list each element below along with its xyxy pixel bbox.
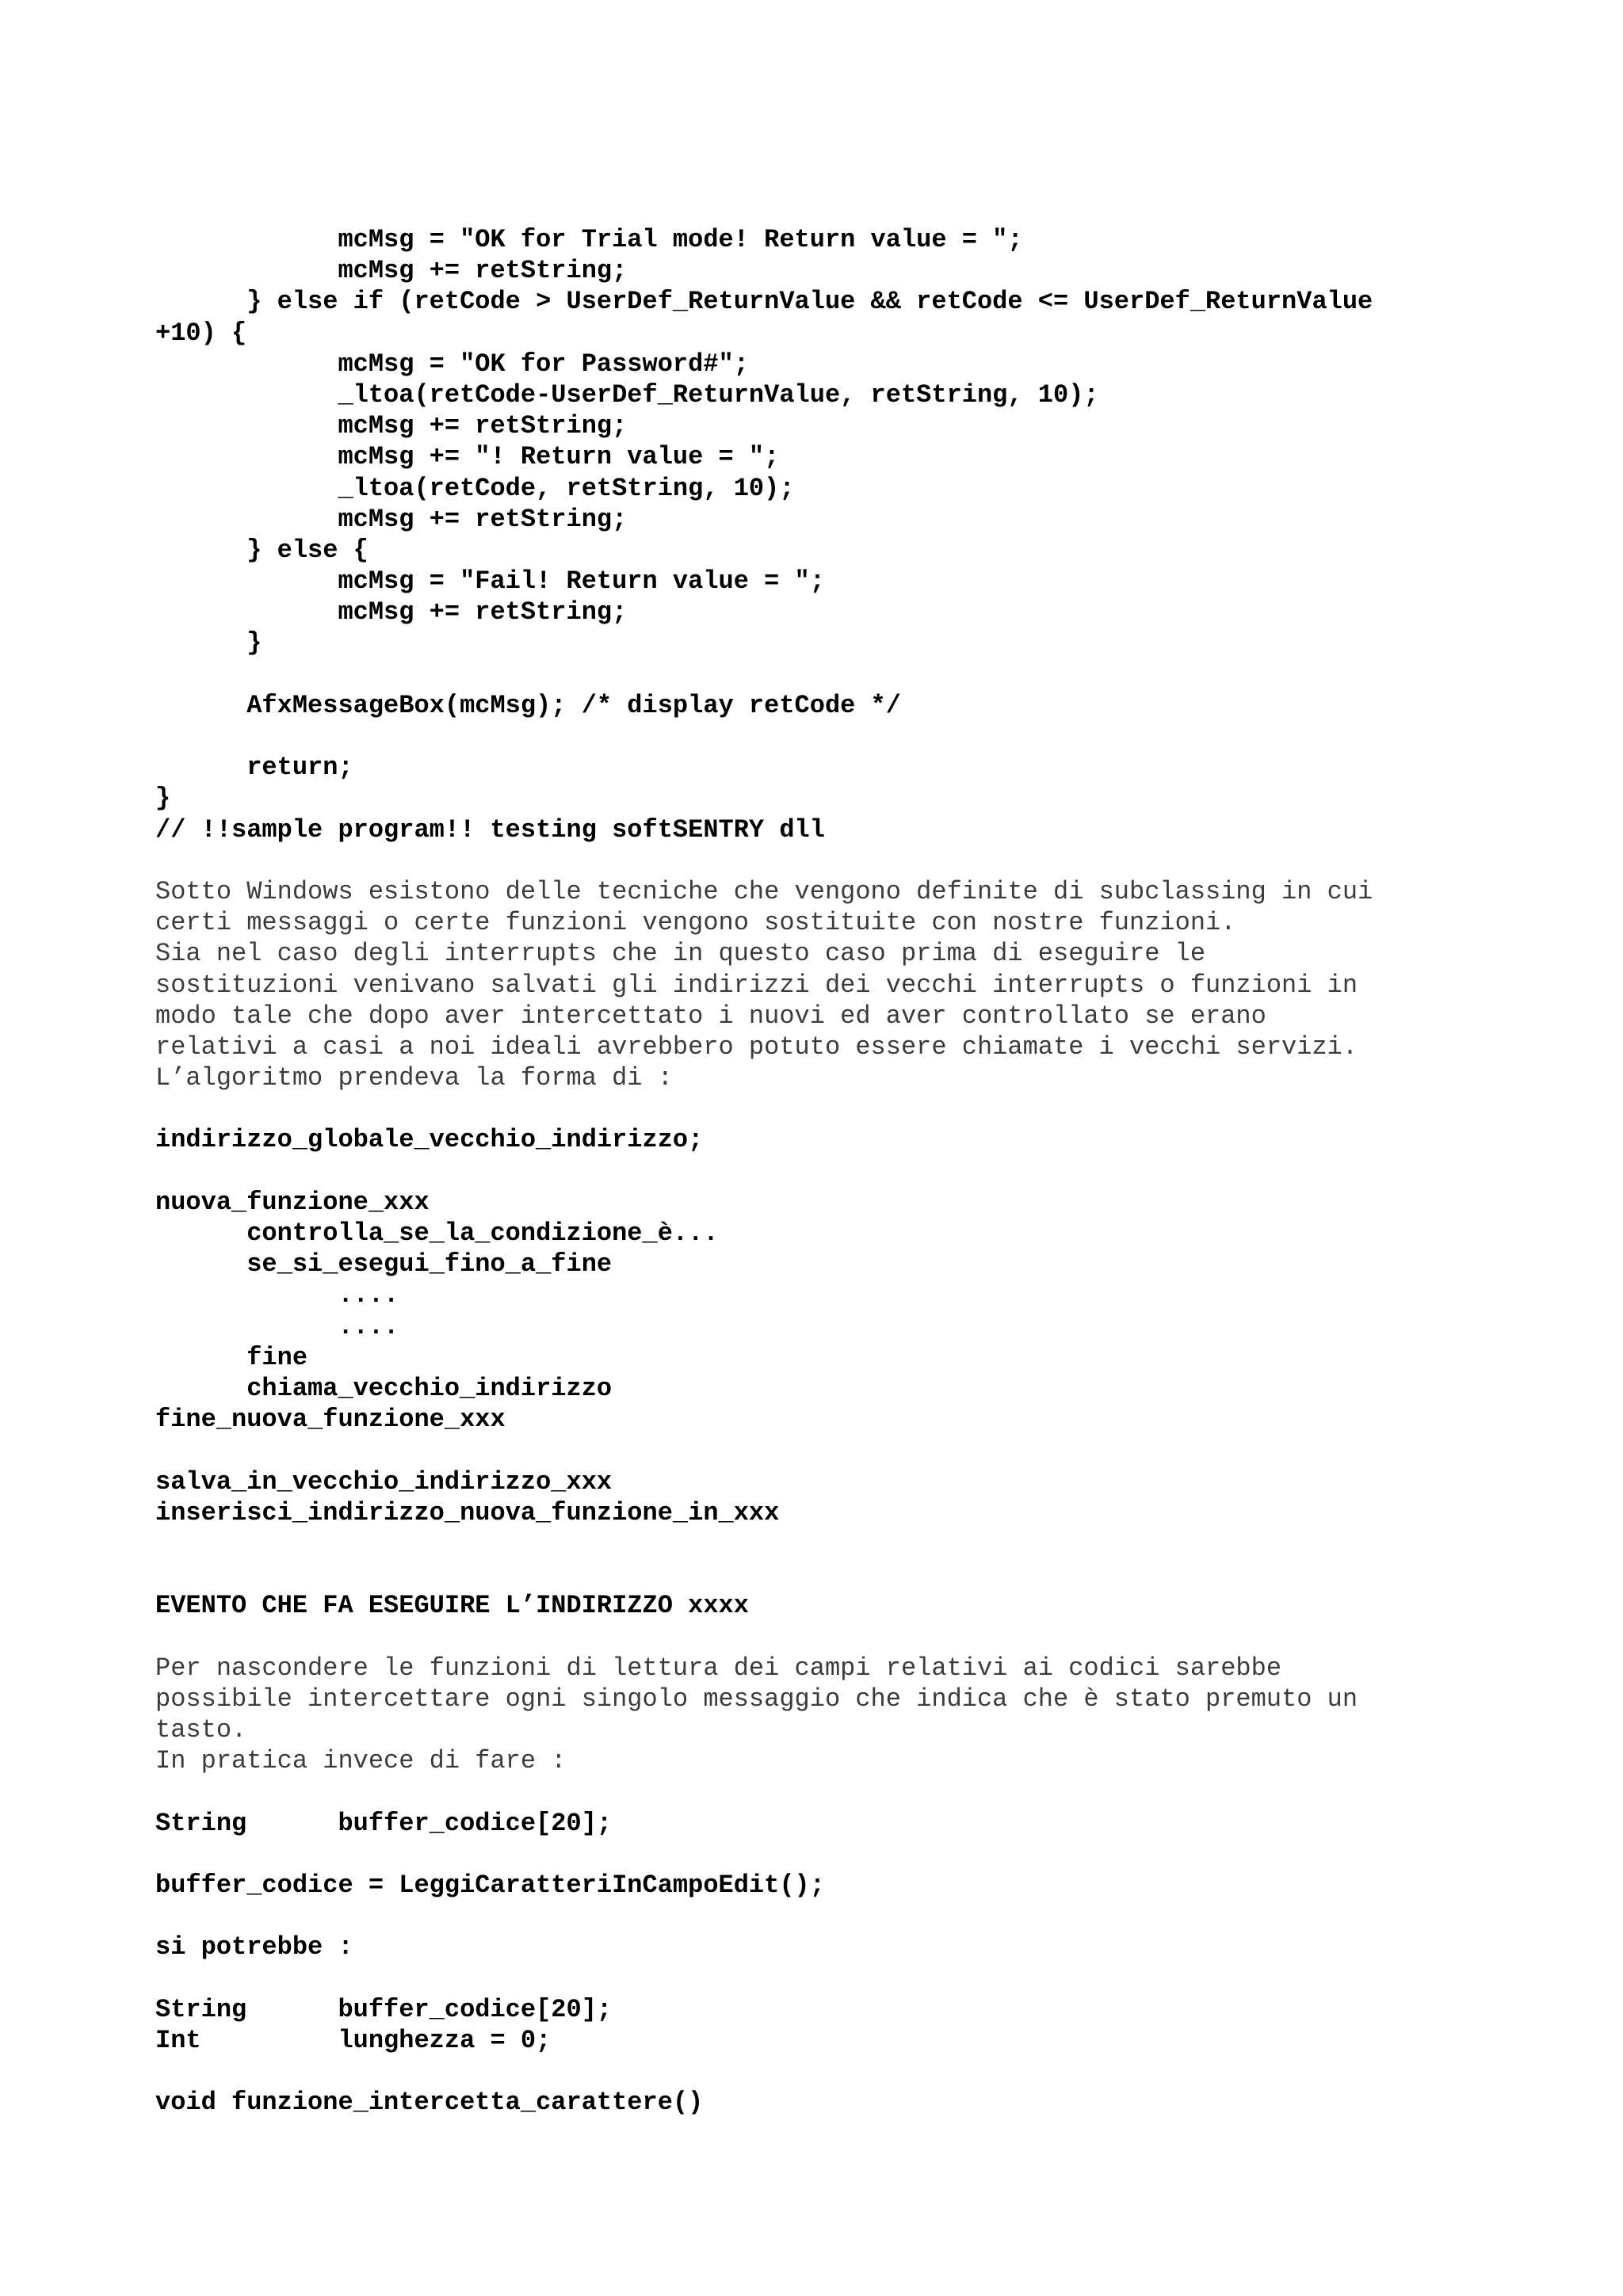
code-line: void funzione_intercetta_carattere() [155,2088,704,2118]
code-line: nuova_funzione_xxx [155,1187,430,1217]
code-line: // !!sample program!! testing softSENTRY dll [155,814,825,845]
code-line: mcMsg += retString; [155,411,628,441]
prose-line: relativi a casi a noi ideali avrebbero potuto essere chiamate i vecchi servizi. [155,1032,1358,1062]
code-line: String buffer_codice[20]; [155,1994,613,2024]
blank-line [155,1559,1503,1590]
code-line: fine_nuova_funzione_xxx [155,1405,506,1435]
code-line: EVENTO CHE FA ESEGUIRE L’INDIRIZZO xxxx [155,1591,749,1621]
code-line: mcMsg += retString; [155,256,628,286]
code-line: } [155,628,262,658]
blank-line [155,1901,1503,1932]
code-line: mcMsg = "OK for Password#"; [155,349,749,379]
code-line: salva_in_vecchio_indirizzo_xxx [155,1466,613,1497]
code-line: fine [155,1342,308,1372]
blank-line [155,1156,1503,1187]
prose-line: sostituzioni venivano salvati gli indirizzi dei vecchi interrupts o funzioni in [155,970,1358,1000]
code-line: buffer_codice = LeggiCaratteriInCampoEdit(); [155,1870,825,1900]
document-body [155,224,1503,2118]
code-line: } else if (retCode > UserDef_ReturnValue && retCode <= UserDef_ReturnValue [155,287,1373,317]
code-line: _ltoa(retCode, retString, 10); [155,473,795,503]
prose-line: Sotto Windows esistono delle tecniche che vengono definite di subclassing in cui [155,876,1373,906]
code-line: mcMsg = "OK for Trial mode! Return value = "; [155,225,1023,254]
blank-line [155,1839,1503,1870]
code-line: mcMsg += retString; [155,597,628,627]
blank-line [155,1093,1503,1124]
code-line: +10) { [155,318,247,348]
code-line: return; [155,753,353,783]
prose-line: Per nascondere le funzioni di lettura dei campi relativi ai codici sarebbe [155,1653,1282,1683]
blank-line [155,1776,1503,1807]
blank-line [155,1963,1503,1994]
blank-line [155,845,1503,876]
prose-line: Sia nel caso degli interrupts che in questo caso prima di eseguire le [155,939,1206,969]
code-line: chiama_vecchio_indirizzo [155,1373,613,1403]
prose-line: modo tale che dopo aver intercettato i nuovi ed aver controllato se erano [155,1001,1266,1031]
code-line: String buffer_codice[20]; [155,1808,613,1838]
code-line: mcMsg = "Fail! Return value = "; [155,566,825,597]
code-line: se_si_esegui_fino_a_fine [155,1249,613,1280]
code-line: .... [155,1280,399,1310]
prose-line: possibile intercettare ogni singolo messaggio che indica che è stato premuto un [155,1684,1358,1714]
blank-line [155,721,1503,752]
prose-line: certi messaggi o certe funzioni vengono sostituite con nostre funzioni. [155,908,1236,938]
code-line: } else { [155,535,369,565]
code-line: Int lunghezza = 0; [155,2025,552,2055]
prose-line: L’algoritmo prendeva la forma di : [155,1063,673,1093]
blank-line [155,2056,1503,2087]
blank-line [155,659,1503,690]
code-line: si potrebbe : [155,1932,353,1962]
code-line: AfxMessageBox(mcMsg); /* display retCode */ [155,690,901,720]
code-line: indirizzo_globale_vecchio_indirizzo; [155,1125,704,1155]
blank-line [155,1528,1503,1559]
code-line: .... [155,1311,399,1341]
code-line: _ltoa(retCode-UserDef_ReturnValue, retString, 10); [155,379,1099,410]
blank-line [155,1621,1503,1652]
prose-line: In pratica invece di fare : [155,1746,567,1776]
code-line: controlla_se_la_condizione_è... [155,1219,719,1248]
code-line: } [155,784,171,814]
code-line: mcMsg += retString; [155,504,628,534]
blank-line [155,1435,1503,1466]
code-line: mcMsg += "! Return value = "; [155,442,780,472]
prose-line: tasto. [155,1715,247,1745]
code-line: inserisci_indirizzo_nuova_funzione_in_xxx [155,1497,780,1527]
